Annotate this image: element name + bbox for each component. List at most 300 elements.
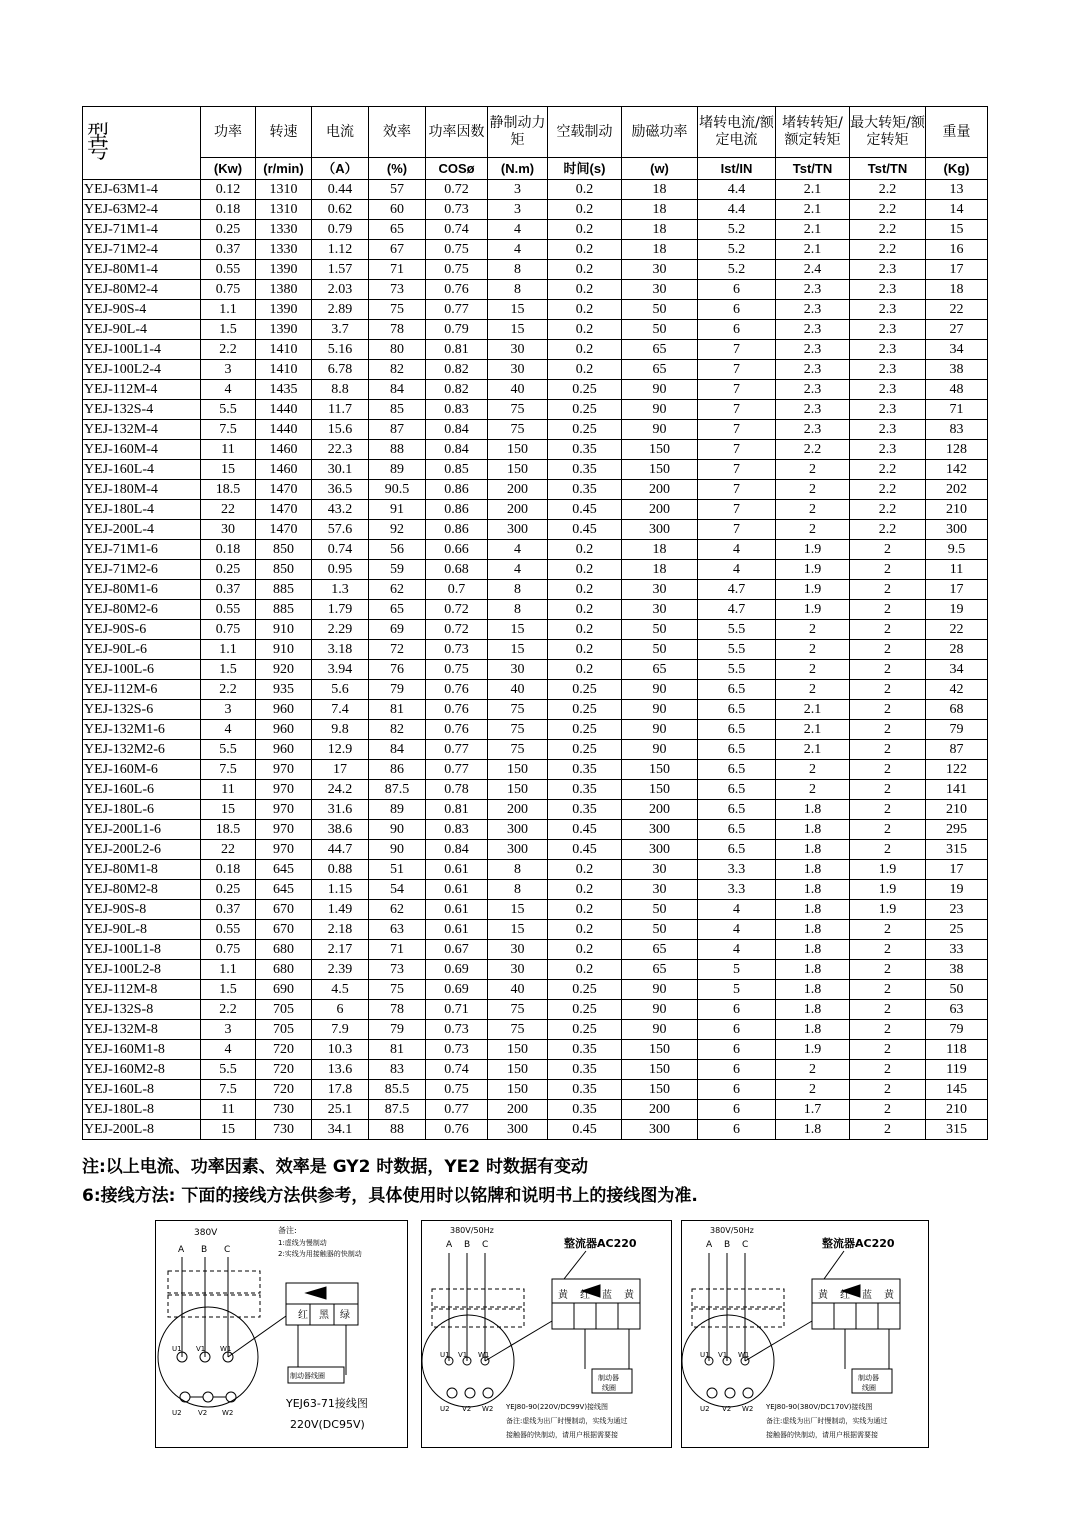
value-cell: 0.75	[426, 260, 488, 280]
table-row	[83, 300, 988, 320]
value-cell: 43.2	[312, 500, 369, 520]
value-cell: 4	[201, 720, 256, 740]
value-cell: 3.3	[698, 880, 776, 900]
value-cell: 90	[369, 840, 426, 860]
value-cell: 645	[256, 860, 312, 880]
model-cell: YEJ-80M2-6	[83, 600, 201, 620]
value-cell: 86	[369, 760, 426, 780]
value-cell: 0.2	[548, 880, 622, 900]
value-cell: 2.1	[776, 240, 850, 260]
value-cell: 4	[698, 540, 776, 560]
value-cell: 0.73	[426, 640, 488, 660]
d1-caption: YEJ63-71接线图	[286, 1397, 368, 1410]
value-cell: 89	[369, 460, 426, 480]
d3-coil-label: 线圈	[862, 1384, 876, 1392]
value-cell: 0.83	[426, 400, 488, 420]
table-row	[83, 580, 988, 600]
value-cell: 2.2	[850, 520, 926, 540]
value-cell: 50	[622, 300, 698, 320]
value-cell: 18	[926, 280, 988, 300]
value-cell: 75	[488, 400, 548, 420]
value-cell: 2	[850, 1060, 926, 1080]
value-cell: 31.6	[312, 800, 369, 820]
model-cell: YEJ-132S-8	[83, 1000, 201, 1020]
value-cell: 0.35	[548, 780, 622, 800]
value-cell: 7	[698, 520, 776, 540]
value-cell: 300	[488, 820, 548, 840]
d1-subcaption: 220V(DC95V)	[290, 1418, 365, 1431]
value-cell: 76	[369, 660, 426, 680]
value-cell: 90	[622, 420, 698, 440]
value-cell: 82	[369, 360, 426, 380]
value-cell: 142	[926, 460, 988, 480]
d3-brake-label: 制动器	[858, 1374, 879, 1382]
model-cell: YEJ-80M1-8	[83, 860, 201, 880]
value-cell: 2.1	[776, 220, 850, 240]
value-cell: 7.4	[312, 700, 369, 720]
table-row	[83, 620, 988, 640]
value-cell: 90.5	[369, 480, 426, 500]
value-cell: 5.5	[698, 620, 776, 640]
value-cell: 50	[622, 320, 698, 340]
table-row	[83, 1060, 988, 1080]
value-cell: 2.39	[312, 960, 369, 980]
value-cell: 1.15	[312, 880, 369, 900]
value-cell: 90	[622, 400, 698, 420]
model-cell: YEJ-132S-6	[83, 700, 201, 720]
value-cell: 3.7	[312, 320, 369, 340]
value-cell: 0.45	[548, 500, 622, 520]
table-row	[83, 260, 988, 280]
value-cell: 0.77	[426, 300, 488, 320]
value-cell: 5.5	[201, 1060, 256, 1080]
header-speed: 转速	[256, 107, 312, 158]
value-cell: 22	[201, 500, 256, 520]
value-cell: 81	[369, 700, 426, 720]
value-cell: 1.8	[776, 940, 850, 960]
value-cell: 0.77	[426, 740, 488, 760]
header-max-torque-ratio: 最大转矩/额定转矩	[850, 107, 926, 158]
d1-remark-1: 1:虚线为慢制动	[278, 1239, 327, 1247]
value-cell: 59	[369, 560, 426, 580]
table-row	[83, 440, 988, 460]
value-cell: 0.86	[426, 480, 488, 500]
d2-phase-c: C	[482, 1240, 489, 1250]
value-cell: 6	[698, 280, 776, 300]
d3-caption: YEJ80-90(380V/DC170V)接线图	[766, 1403, 873, 1411]
value-cell: 27	[926, 320, 988, 340]
value-cell: 18	[622, 180, 698, 200]
model-cell: YEJ-200L-4	[83, 520, 201, 540]
value-cell: 0.2	[548, 280, 622, 300]
value-cell: 5.2	[698, 260, 776, 280]
table-row	[83, 340, 988, 360]
value-cell: 85.5	[369, 1080, 426, 1100]
value-cell: 71	[369, 260, 426, 280]
d2-note-2: 接触器的快制动，请用户根据需要接	[506, 1431, 618, 1439]
value-cell: 1435	[256, 380, 312, 400]
value-cell: 15	[488, 920, 548, 940]
value-cell: 885	[256, 600, 312, 620]
value-cell: 1.8	[776, 800, 850, 820]
value-cell: 50	[622, 900, 698, 920]
value-cell: 65	[369, 600, 426, 620]
value-cell: 51	[369, 860, 426, 880]
note-gy2-data: 注:以上电流、功率因素、效率是 GY2 时数据，YE2 时数据有变动	[82, 1157, 589, 1177]
value-cell: 67	[369, 240, 426, 260]
value-cell: 2.3	[776, 320, 850, 340]
value-cell: 15	[201, 460, 256, 480]
model-cell: YEJ-100L-6	[83, 660, 201, 680]
value-cell: 1.1	[201, 640, 256, 660]
value-cell: 2.4	[776, 260, 850, 280]
value-cell: 1.8	[776, 920, 850, 940]
model-cell: YEJ-71M2-6	[83, 560, 201, 580]
value-cell: 2	[776, 1060, 850, 1080]
value-cell: 6.5	[698, 700, 776, 720]
value-cell: 2.1	[776, 700, 850, 720]
d2-terminal-yellow-2: 黄	[624, 1290, 634, 1301]
value-cell: 1.9	[850, 900, 926, 920]
value-cell: 2.3	[850, 440, 926, 460]
value-cell: 14	[926, 200, 988, 220]
value-cell: 0.2	[548, 300, 622, 320]
value-cell: 30	[488, 340, 548, 360]
d1-terminal-black: 黑	[319, 1310, 329, 1321]
value-cell: 40	[488, 680, 548, 700]
value-cell: 0.35	[548, 1060, 622, 1080]
value-cell: 50	[622, 640, 698, 660]
d2-brake-label: 制动器	[598, 1374, 619, 1382]
model-cell: YEJ-180L-8	[83, 1100, 201, 1120]
value-cell: 2.2	[850, 480, 926, 500]
value-cell: 2.2	[850, 460, 926, 480]
value-cell: 0.2	[548, 900, 622, 920]
value-cell: 84	[369, 380, 426, 400]
value-cell: 7	[698, 400, 776, 420]
value-cell: 0.82	[426, 380, 488, 400]
value-cell: 970	[256, 780, 312, 800]
value-cell: 2.3	[850, 400, 926, 420]
value-cell: 75	[488, 740, 548, 760]
model-cell: YEJ-200L2-6	[83, 840, 201, 860]
value-cell: 1470	[256, 480, 312, 500]
value-cell: 73	[369, 280, 426, 300]
value-cell: 54	[369, 880, 426, 900]
d3-phase-a: A	[706, 1240, 713, 1250]
value-cell: 34	[926, 660, 988, 680]
model-cell: YEJ-90S-4	[83, 300, 201, 320]
value-cell: 960	[256, 740, 312, 760]
value-cell: 690	[256, 980, 312, 1000]
value-cell: 0.25	[548, 400, 622, 420]
value-cell: 2.3	[776, 280, 850, 300]
d2-rectifier: 整流器AC220	[564, 1237, 637, 1250]
value-cell: 0.35	[548, 1100, 622, 1120]
table-row	[83, 640, 988, 660]
value-cell: 0.75	[426, 240, 488, 260]
value-cell: 118	[926, 1040, 988, 1060]
value-cell: 0.72	[426, 180, 488, 200]
table-row	[83, 500, 988, 520]
value-cell: 42	[926, 680, 988, 700]
value-cell: 6.5	[698, 760, 776, 780]
table-row	[83, 700, 988, 720]
value-cell: 1.8	[776, 880, 850, 900]
value-cell: 2	[776, 640, 850, 660]
value-cell: 1410	[256, 340, 312, 360]
model-cell: YEJ-112M-4	[83, 380, 201, 400]
value-cell: 0.76	[426, 700, 488, 720]
d2-coil-label: 线圈	[602, 1384, 616, 1392]
value-cell: 4.4	[698, 200, 776, 220]
value-cell: 7	[698, 380, 776, 400]
value-cell: 88	[369, 1120, 426, 1140]
table-row	[83, 660, 988, 680]
value-cell: 0.76	[426, 1120, 488, 1140]
model-cell: YEJ-160M1-8	[83, 1040, 201, 1060]
value-cell: 150	[488, 460, 548, 480]
value-cell: 73	[369, 960, 426, 980]
value-cell: 0.25	[548, 1020, 622, 1040]
value-cell: 15	[488, 900, 548, 920]
value-cell: 79	[369, 1020, 426, 1040]
d1-phase-c: C	[224, 1245, 231, 1255]
d2-phase-b: B	[464, 1240, 471, 1250]
value-cell: 2.3	[850, 260, 926, 280]
value-cell: 200	[488, 1100, 548, 1120]
unit-locked-torque: Tst/TN	[776, 158, 850, 180]
value-cell: 0.25	[548, 420, 622, 440]
value-cell: 38.6	[312, 820, 369, 840]
value-cell: 25.1	[312, 1100, 369, 1120]
value-cell: 5.5	[201, 400, 256, 420]
value-cell: 75	[488, 420, 548, 440]
value-cell: 0.86	[426, 520, 488, 540]
value-cell: 40	[488, 980, 548, 1000]
value-cell: 150	[488, 1080, 548, 1100]
d2-note-1: 备注:虚线为出厂时慢制动，实线为通过	[506, 1417, 628, 1425]
value-cell: 8	[488, 880, 548, 900]
value-cell: 2.3	[776, 340, 850, 360]
value-cell: 150	[622, 1040, 698, 1060]
value-cell: 12.9	[312, 740, 369, 760]
value-cell: 119	[926, 1060, 988, 1080]
value-cell: 90	[622, 1020, 698, 1040]
value-cell: 17	[926, 860, 988, 880]
value-cell: 6	[698, 1060, 776, 1080]
value-cell: 0.2	[548, 660, 622, 680]
value-cell: 2	[776, 660, 850, 680]
value-cell: 4.7	[698, 580, 776, 600]
value-cell: 0.7	[426, 580, 488, 600]
value-cell: 82	[369, 720, 426, 740]
value-cell: 3	[488, 200, 548, 220]
model-cell: YEJ-80M1-6	[83, 580, 201, 600]
value-cell: 0.61	[426, 880, 488, 900]
value-cell: 1470	[256, 500, 312, 520]
value-cell: 0.61	[426, 900, 488, 920]
value-cell: 2.2	[850, 240, 926, 260]
value-cell: 90	[622, 740, 698, 760]
d2-voltage: 380V/50Hz	[450, 1226, 494, 1235]
value-cell: 2.1	[776, 740, 850, 760]
model-cell: YEJ-200L-8	[83, 1120, 201, 1140]
table-header-row	[83, 107, 988, 158]
value-cell: 0.61	[426, 860, 488, 880]
value-cell: 5	[698, 980, 776, 1000]
model-cell: YEJ-90L-6	[83, 640, 201, 660]
value-cell: 2.1	[776, 200, 850, 220]
value-cell: 18	[622, 560, 698, 580]
d1-u2: U2	[172, 1409, 182, 1417]
value-cell: 0.79	[312, 220, 369, 240]
value-cell: 6.5	[698, 740, 776, 760]
value-cell: 62	[369, 580, 426, 600]
value-cell: 6.5	[698, 800, 776, 820]
value-cell: 2.3	[776, 420, 850, 440]
value-cell: 0.73	[426, 1040, 488, 1060]
value-cell: 0.55	[201, 600, 256, 620]
value-cell: 2	[850, 640, 926, 660]
value-cell: 65	[622, 940, 698, 960]
value-cell: 1.79	[312, 600, 369, 620]
value-cell: 56	[369, 540, 426, 560]
value-cell: 0.25	[548, 720, 622, 740]
model-cell: YEJ-100L1-8	[83, 940, 201, 960]
d1-v2: V2	[198, 1409, 208, 1417]
value-cell: 2	[850, 1040, 926, 1060]
value-cell: 4	[698, 940, 776, 960]
value-cell: 3	[488, 180, 548, 200]
value-cell: 0.2	[548, 260, 622, 280]
value-cell: 91	[369, 500, 426, 520]
value-cell: 680	[256, 940, 312, 960]
value-cell: 7.9	[312, 1020, 369, 1040]
value-cell: 0.25	[201, 220, 256, 240]
value-cell: 0.77	[426, 1100, 488, 1120]
value-cell: 1.8	[776, 820, 850, 840]
value-cell: 2	[850, 800, 926, 820]
value-cell: 11	[926, 560, 988, 580]
value-cell: 30	[488, 940, 548, 960]
value-cell: 0.78	[426, 780, 488, 800]
value-cell: 2	[850, 700, 926, 720]
value-cell: 315	[926, 1120, 988, 1140]
d2-w2: W2	[482, 1405, 494, 1413]
value-cell: 36.5	[312, 480, 369, 500]
value-cell: 50	[622, 920, 698, 940]
table-row	[83, 600, 988, 620]
value-cell: 9.8	[312, 720, 369, 740]
value-cell: 2	[850, 1020, 926, 1040]
value-cell: 6.78	[312, 360, 369, 380]
value-cell: 15	[488, 620, 548, 640]
value-cell: 23	[926, 900, 988, 920]
value-cell: 730	[256, 1100, 312, 1120]
value-cell: 150	[622, 1080, 698, 1100]
d1-v1: V1	[196, 1345, 206, 1353]
value-cell: 80	[369, 340, 426, 360]
d3-u1: U1	[700, 1351, 710, 1359]
value-cell: 2	[850, 660, 926, 680]
model-cell: YEJ-90L-8	[83, 920, 201, 940]
table-row	[83, 360, 988, 380]
value-cell: 3	[201, 700, 256, 720]
d2-caption: YEJ80-90(220V/DC99V)接线图	[506, 1403, 609, 1411]
value-cell: 92	[369, 520, 426, 540]
value-cell: 0.25	[201, 880, 256, 900]
value-cell: 1380	[256, 280, 312, 300]
model-cell: YEJ-180M-4	[83, 480, 201, 500]
value-cell: 2	[850, 940, 926, 960]
value-cell: 48	[926, 380, 988, 400]
model-cell: YEJ-100L2-4	[83, 360, 201, 380]
value-cell: 17	[926, 260, 988, 280]
value-cell: 920	[256, 660, 312, 680]
header-weight: 重量	[926, 107, 988, 158]
unit-brake-time: 时间(s)	[548, 158, 622, 180]
value-cell: 3.94	[312, 660, 369, 680]
value-cell: 7	[698, 420, 776, 440]
value-cell: 0.74	[426, 220, 488, 240]
value-cell: 62	[369, 900, 426, 920]
value-cell: 705	[256, 1000, 312, 1020]
value-cell: 4	[488, 540, 548, 560]
table-row	[83, 940, 988, 960]
value-cell: 1.12	[312, 240, 369, 260]
value-cell: 0.2	[548, 240, 622, 260]
value-cell: 0.75	[426, 1080, 488, 1100]
value-cell: 141	[926, 780, 988, 800]
value-cell: 50	[926, 980, 988, 1000]
value-cell: 0.81	[426, 800, 488, 820]
value-cell: 75	[488, 720, 548, 740]
value-cell: 90	[369, 820, 426, 840]
value-cell: 0.25	[548, 980, 622, 1000]
table-row	[83, 540, 988, 560]
value-cell: 7	[698, 440, 776, 460]
value-cell: 7.5	[201, 760, 256, 780]
d3-note-1: 备注:虚线为出厂时慢制动，实线为通过	[766, 1417, 888, 1425]
value-cell: 38	[926, 360, 988, 380]
value-cell: 17	[312, 760, 369, 780]
value-cell: 2	[776, 760, 850, 780]
value-cell: 0.84	[426, 840, 488, 860]
value-cell: 7	[698, 340, 776, 360]
value-cell: 0.2	[548, 320, 622, 340]
value-cell: 65	[622, 340, 698, 360]
d3-terminal-yellow-2: 黄	[884, 1290, 894, 1301]
table-row	[83, 900, 988, 920]
value-cell: 300	[488, 840, 548, 860]
value-cell: 15	[488, 300, 548, 320]
value-cell: 2.2	[850, 220, 926, 240]
d3-w2: W2	[742, 1405, 754, 1413]
d1-u1: U1	[172, 1345, 182, 1353]
value-cell: 1.5	[201, 320, 256, 340]
value-cell: 1.9	[850, 880, 926, 900]
table-units-row	[83, 158, 988, 180]
table-row	[83, 800, 988, 820]
value-cell: 6	[698, 1120, 776, 1140]
value-cell: 1.3	[312, 580, 369, 600]
value-cell: 75	[369, 980, 426, 1000]
value-cell: 34.1	[312, 1120, 369, 1140]
value-cell: 4	[201, 380, 256, 400]
value-cell: 0.37	[201, 240, 256, 260]
value-cell: 75	[369, 300, 426, 320]
